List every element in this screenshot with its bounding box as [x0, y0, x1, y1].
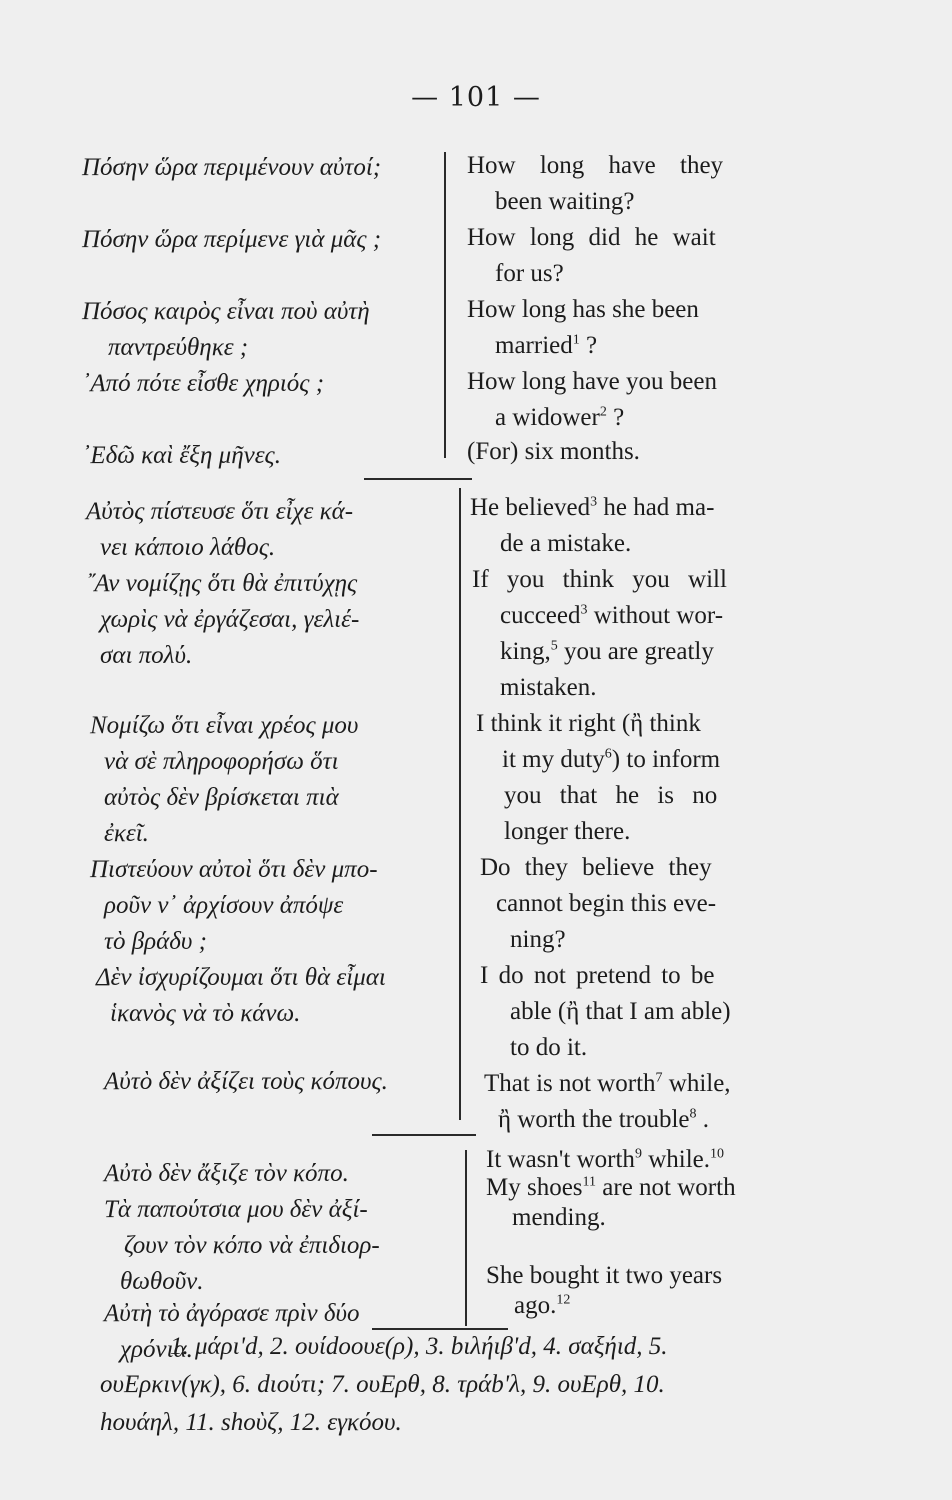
english-fragment: My shoes: [486, 1174, 583, 1201]
greek-line: χωρὶς νὰ ἐργάζεσαι, γελιέ-: [100, 606, 360, 633]
english-line: [498, 1102, 709, 1138]
english-fragment: ?: [585, 332, 598, 359]
greek-line: Αὐτὴ τὸ ἀγόρασε πρὶν δύο: [104, 1300, 360, 1327]
footnote-ref: 11: [582, 1174, 597, 1190]
footnote-ref: 3: [590, 494, 598, 510]
english-line: I think it right (ἢ think: [476, 710, 701, 737]
english-fragment: That is not worth: [484, 1070, 656, 1097]
english-line: able (ἢ that I am able): [510, 998, 731, 1025]
greek-line: ῎Αν νομίζῃς ὅτι θὰ ἐπιτύχῃς: [86, 570, 358, 597]
footnote-ref: 6: [604, 746, 612, 762]
english-line: She bought it two years: [486, 1262, 723, 1289]
footnote-line: ουΕρκιν(γκ), 6. dιούτι; 7. ουΕρθ, 8. τράb'λ, 9. ουΕρθ, 10.: [100, 1371, 665, 1398]
english-fragment: He believed: [470, 494, 591, 521]
greek-line: Αὐτὸ δὲν ἀξίζει τοὺς κόπους.: [104, 1068, 388, 1095]
english-line: How long have you been: [467, 368, 717, 395]
english-line: Do they believe they: [480, 854, 712, 881]
greek-line: Νομίζω ὅτι εἶναι χρέος μου: [90, 712, 359, 739]
english-fragment: while,: [668, 1070, 731, 1097]
english-line: [495, 328, 597, 364]
english-line: ning?: [510, 926, 566, 953]
english-line: to do it.: [510, 1034, 588, 1061]
english-line: If you think you will: [472, 566, 727, 593]
english-line: mending.: [512, 1204, 606, 1231]
greek-line: ζουν τὸν κόπο νὰ ἐπιδιορ-: [124, 1232, 380, 1259]
greek-line: ᾿Εδῶ καὶ ἔξη μῆνες.: [82, 442, 281, 469]
greek-line: ἐκεῖ.: [104, 820, 149, 847]
greek-line: χρόνια.: [120, 1336, 193, 1363]
english-fragment: are not worth: [602, 1174, 736, 1201]
footnote-ref: 1: [572, 332, 580, 348]
footnote-ref: 12: [556, 1292, 571, 1308]
column-divider: [459, 488, 461, 1120]
greek-line: Αὐτὸς πίστευσε ὅτι εἶχε κά-: [86, 498, 354, 525]
english-line: for us?: [495, 260, 564, 287]
footnote-ref: 7: [655, 1070, 663, 1086]
english-fragment: ) to inform: [611, 746, 721, 773]
english-line: you that he is no: [504, 782, 718, 809]
greek-line: Πόσην ὥρα περιμένουν αὐτοί;: [82, 154, 382, 181]
page-number: — 101 —: [411, 82, 541, 113]
greek-line: Τὰ παπούτσια μου δὲν ἀξί-: [104, 1196, 368, 1223]
footnote-ref: 2: [599, 404, 607, 420]
english-fragment: ago.: [514, 1292, 557, 1319]
english-fragment: .: [702, 1106, 710, 1133]
english-line: [484, 1066, 731, 1102]
greek-line: σαι πολύ.: [100, 642, 193, 669]
english-line: been waiting?: [495, 188, 635, 215]
english-line: [500, 598, 723, 634]
english-fragment: ἢ worth the trouble: [498, 1106, 690, 1133]
greek-line: παντρεύθηκε ;: [108, 334, 249, 361]
english-line: cannot begin this eve-: [496, 890, 717, 917]
english-fragment: cucceed: [500, 602, 581, 629]
english-line: de a mistake.: [500, 530, 632, 557]
footnote-ref: 5: [550, 638, 558, 654]
english-fragment: you are greatly: [563, 638, 714, 665]
footnote-ref: 9: [634, 1146, 642, 1162]
english-fragment: without wor-: [593, 602, 724, 629]
greek-line: ᾿Από πότε εἶσθε χηριός ;: [82, 370, 325, 397]
footnote-ref: 3: [580, 602, 588, 618]
english-line: I do not pretend to be: [480, 962, 715, 989]
greek-line: νὰ σὲ πληροφορήσω ὅτι: [104, 748, 339, 775]
footnotes: [100, 1328, 860, 1442]
greek-line: αὐτὸς δὲν βρίσκεται πιὰ: [104, 784, 339, 811]
english-fragment: a widower: [495, 404, 600, 431]
english-line: mistaken.: [500, 674, 597, 701]
english-line: [495, 400, 624, 436]
greek-line: νει κάποιο λάθος.: [100, 534, 276, 561]
greek-line: Πόσην ὥρα περίμενε γιὰ μᾶς ;: [82, 226, 382, 253]
greek-line: τὸ βράδυ ;: [104, 928, 207, 955]
footnote-line: hουάηλ, 11. shοὺζ, 12. εγκόου.: [100, 1409, 402, 1436]
section-divider: [364, 478, 472, 480]
section-divider: [372, 1134, 476, 1136]
english-line: How long did he wait: [467, 224, 716, 251]
english-fragment: he had ma-: [603, 494, 715, 521]
english-line: [514, 1288, 570, 1324]
english-fragment: It wasn't worth: [486, 1146, 635, 1173]
english-line: [470, 490, 714, 526]
english-line: [502, 742, 720, 778]
greek-line: ἱκανὸς νὰ τὸ κάνω.: [110, 1000, 301, 1027]
column-divider: [465, 1150, 467, 1326]
english-fragment: king,: [500, 638, 551, 665]
footnote-line: 1. μάρι'd, 2. ουίdooυε(ρ), 3. bιλήιβ'd, 4. σαξήιd, 5.: [170, 1333, 668, 1360]
english-fragment: ?: [613, 404, 625, 431]
greek-line: θωθοῦν.: [120, 1268, 204, 1295]
greek-line: Πιστεύουν αὐτοὶ ὅτι δὲν μπο-: [90, 856, 378, 883]
english-line: [500, 634, 714, 670]
english-line: (For) six months.: [467, 438, 640, 465]
english-line: How long has she been: [467, 296, 699, 323]
greek-line: ροῦν ν᾿ ἀρχίσουν ἀπόψε: [104, 892, 344, 919]
english-fragment: married: [495, 332, 573, 359]
english-line: How long have they: [467, 152, 724, 179]
footnote-ref: 10: [709, 1146, 724, 1162]
greek-line: Αὐτὸ δὲν ἄξιζε τὸν κόπο.: [104, 1160, 349, 1187]
english-fragment: while.: [648, 1146, 710, 1173]
greek-line: Πόσος καιρὸς εἶναι ποὺ αὐτὴ: [82, 298, 370, 325]
greek-line: Δὲν ἰσχυρίζουμαι ὅτι θὰ εἶμαι: [96, 964, 386, 991]
english-line: longer there.: [504, 818, 631, 845]
english-fragment: it my duty: [502, 746, 605, 773]
footnote-ref: 8: [689, 1106, 697, 1122]
column-divider: [444, 152, 446, 458]
